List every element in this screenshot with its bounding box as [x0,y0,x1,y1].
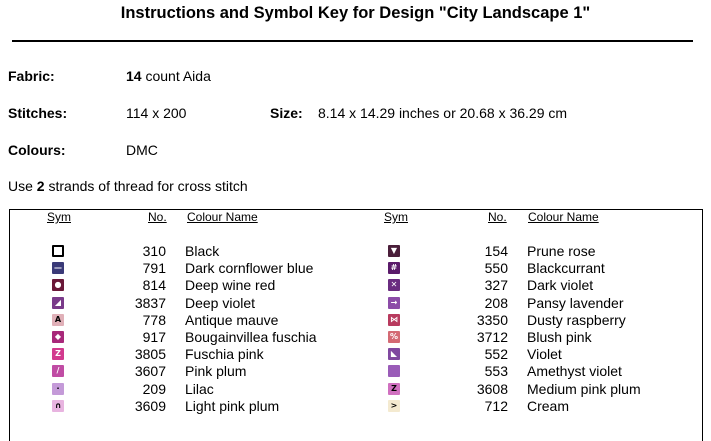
table-row-right-3608 [0,381,711,398]
symbol-glyph-icon: → [390,297,398,307]
table-row-right-327 [0,277,711,294]
symbol-glyph-icon: > [390,400,398,410]
symbol-glyph-icon: % [389,332,398,341]
colour-name: Light pink plum [185,397,280,414]
fabric-value [126,68,211,84]
dmc-number: 3607 [134,363,166,380]
colour-name: Dark violet [527,277,594,294]
symbol-swatch-icon [388,348,400,360]
colour-name: Prune rose [527,243,596,259]
colour-name: Cream [527,397,570,414]
table-row-right-3350 [0,312,711,329]
table-row-right-3712 [0,329,711,346]
colours-value: DMC [126,142,158,158]
symbol-glyph-icon: · [56,383,60,393]
dmc-number: 814 [142,277,166,294]
dmc-number: 791 [142,260,166,277]
size-label: Size: [270,105,303,121]
symbol-swatch-icon [388,365,400,377]
colour-name: Blackcurrant [527,260,605,277]
table-row-right-553 [0,363,711,380]
title-underline [12,40,693,42]
table-row-right-154 [0,243,711,260]
dmc-number: 3609 [134,397,166,414]
symbol-glyph-icon: ✕ [390,280,398,290]
dmc-number: 327 [484,277,508,294]
colour-name: Deep violet [185,294,256,311]
dmc-number: 208 [484,294,508,311]
colour-name: Dusty raspberry [527,311,626,328]
symbol-glyph-icon: ◆ [54,332,62,341]
symbol-glyph-icon: ◢ [54,297,62,307]
symbol-swatch-icon [388,245,400,257]
size-value: 8.14 x 14.29 inches or 20.68 x 36.29 cm [318,105,568,121]
page-title: Instructions and Symbol Key for Design "City Landscape 1" [120,4,591,22]
header-sym-left: Sym [47,210,71,224]
dmc-number: 209 [142,380,166,397]
dmc-number: 550 [484,260,508,277]
strands-pre: Use [8,178,37,194]
colour-name: Fuschia pink [185,346,264,363]
symbol-glyph-icon: Z [391,383,397,393]
colour-name: Pansy lavender [527,294,624,311]
header-name-right: Colour Name [528,210,599,224]
table-row-right-208 [0,295,711,312]
symbol-glyph-icon: ◣ [390,349,398,359]
dmc-number: 712 [484,397,508,414]
table-row-right-712 [0,398,711,415]
colour-name: Antique mauve [185,311,279,328]
dmc-number: 917 [142,329,166,345]
fabric-count: 14 [126,68,142,84]
table-row-right-550 [0,260,711,277]
dmc-number: 3837 [134,294,166,311]
table-row-right-552 [0,346,711,363]
symbol-glyph-icon: Z [55,349,61,359]
colour-name: Deep wine red [185,277,276,294]
symbol-glyph-icon: A [54,314,62,324]
colour-name: Lilac [185,380,214,397]
strands-count: 2 [36,178,45,194]
colour-name: Medium pink plum [527,380,641,397]
dmc-number: 3805 [134,346,166,363]
symbol-glyph-icon: ● [54,280,62,290]
symbol-swatch-icon [388,262,400,274]
dmc-number: 3350 [476,311,508,328]
symbol-swatch-icon [388,297,400,309]
colour-name: Violet [527,346,562,363]
header-name-left: Colour Name [187,210,258,224]
dmc-number: 154 [484,243,508,259]
colour-name: Blush pink [527,329,592,345]
symbol-swatch-icon [388,383,400,395]
dmc-number: 3608 [476,380,508,397]
symbol-glyph-icon: ⋈ [390,314,398,324]
dmc-number: 552 [484,346,508,363]
dmc-number: 778 [142,311,166,328]
symbol-glyph-icon: ∩ [54,400,62,410]
symbol-swatch-icon [388,400,400,412]
symbol-swatch-icon [388,279,400,291]
colour-name: Bougainvillea fuschia [185,329,317,345]
symbol-swatch-icon [388,314,400,326]
header-no-left: No. [148,210,167,224]
colour-name: Black [185,243,220,259]
fabric-type: count Aida [141,68,211,84]
colours-label: Colours: [8,142,66,158]
stitches-value: 114 x 200 [126,105,187,121]
header-sym-right: Sym [384,210,408,224]
dmc-number: 553 [484,363,508,380]
stitches-label: Stitches: [8,105,68,121]
symbol-glyph-icon: # [390,263,398,273]
symbol-glyph-icon: / [56,366,60,376]
symbol-glyph-icon: ▼ [390,246,398,255]
dmc-number: 310 [142,243,166,259]
symbol-swatch-icon [388,331,400,343]
strands-instruction [8,178,248,194]
dmc-number: 3712 [476,329,508,345]
symbol-glyph-icon: — [54,263,62,273]
colour-name: Dark cornflower blue [185,260,314,277]
fabric-label: Fabric: [8,68,55,84]
header-no-right: No. [488,210,507,224]
colour-name: Amethyst violet [527,363,622,380]
colour-name: Pink plum [185,363,247,380]
strands-post: strands of thread for cross stitch [44,178,248,194]
